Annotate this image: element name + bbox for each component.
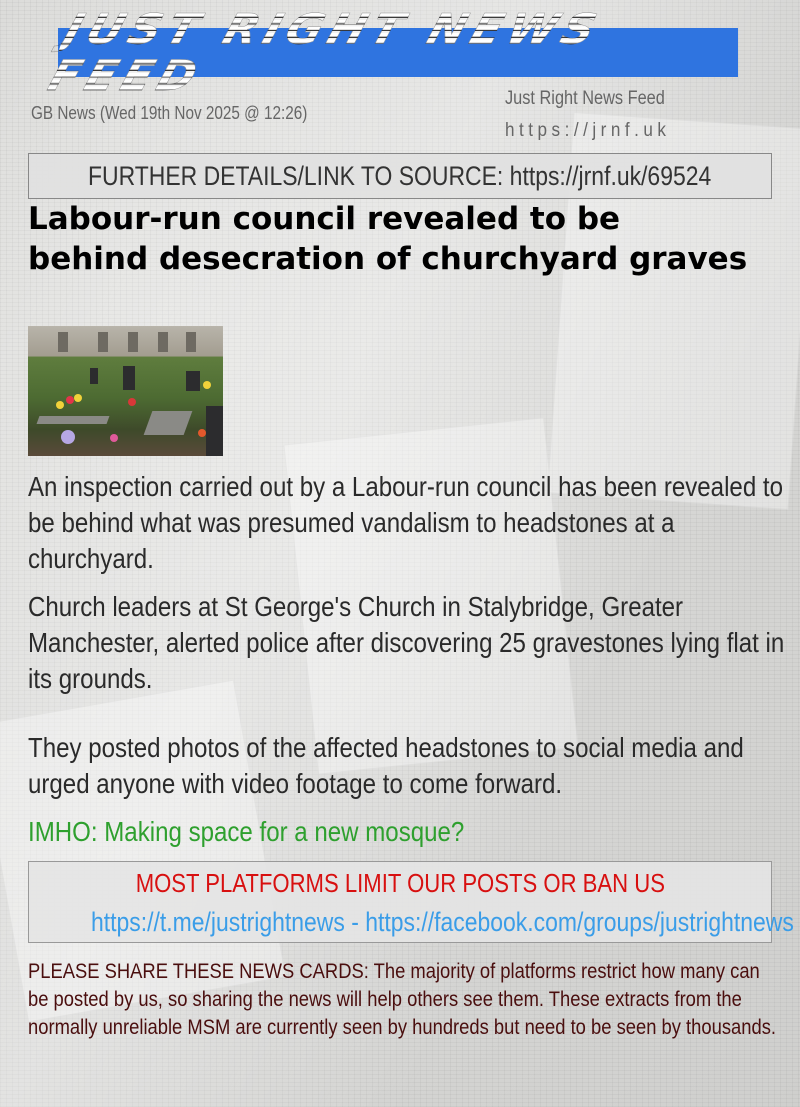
platform-links-box xyxy=(28,861,794,943)
brand-name: Just Right News Feed xyxy=(505,88,665,109)
article-paragraph: Church leaders at St George's Church in Stalybridge, Greater Manchester, alerted police after discovering 25 gravestones lying flat in its grounds. xyxy=(28,591,785,694)
article-paragraph: They posted photos of the affected headstones to social media and urged anyone with video footage to come forward. xyxy=(28,732,744,799)
banner-title: JUST RIGHT NEWS FEED xyxy=(43,6,753,99)
source-link-box[interactable] xyxy=(28,153,772,199)
social-links-text[interactable]: https://t.me/justrightnews - https://facebook.com/groups/justrightnews xyxy=(91,907,794,937)
article-paragraph: An inspection carried out by a Labour-run council has been revealed to be behind what was presumed vandalism to headstones at a churchyard. xyxy=(28,471,783,574)
site-banner xyxy=(42,5,738,100)
social-links[interactable] xyxy=(29,907,794,938)
platform-warning-text: MOST PLATFORMS LIMIT OUR POSTS OR BAN US xyxy=(135,868,665,898)
article-headline: Labour-run council revealed to be behind desecration of churchyard graves xyxy=(28,201,748,277)
share-appeal: PLEASE SHARE THESE NEWS CARDS: The majority of platforms restrict how many can be posted by us, so sharing the news will help others see them. These extracts from the normally unreliable MSM are currently seen by hundreds but need to be seen by thousands. xyxy=(28,959,777,1039)
source-link-text[interactable]: FURTHER DETAILS/LINK TO SOURCE: https://jrnf.uk/69524 xyxy=(88,160,712,191)
platform-warning xyxy=(29,868,771,899)
editorial-opinion: IMHO: Making space for a new mosque? xyxy=(28,816,465,847)
article-photo xyxy=(28,326,223,456)
source-and-date: GB News (Wed 19th Nov 2025 @ 12:26) xyxy=(31,103,308,123)
brand-url-link[interactable]: https://jrnf.uk xyxy=(505,120,671,141)
